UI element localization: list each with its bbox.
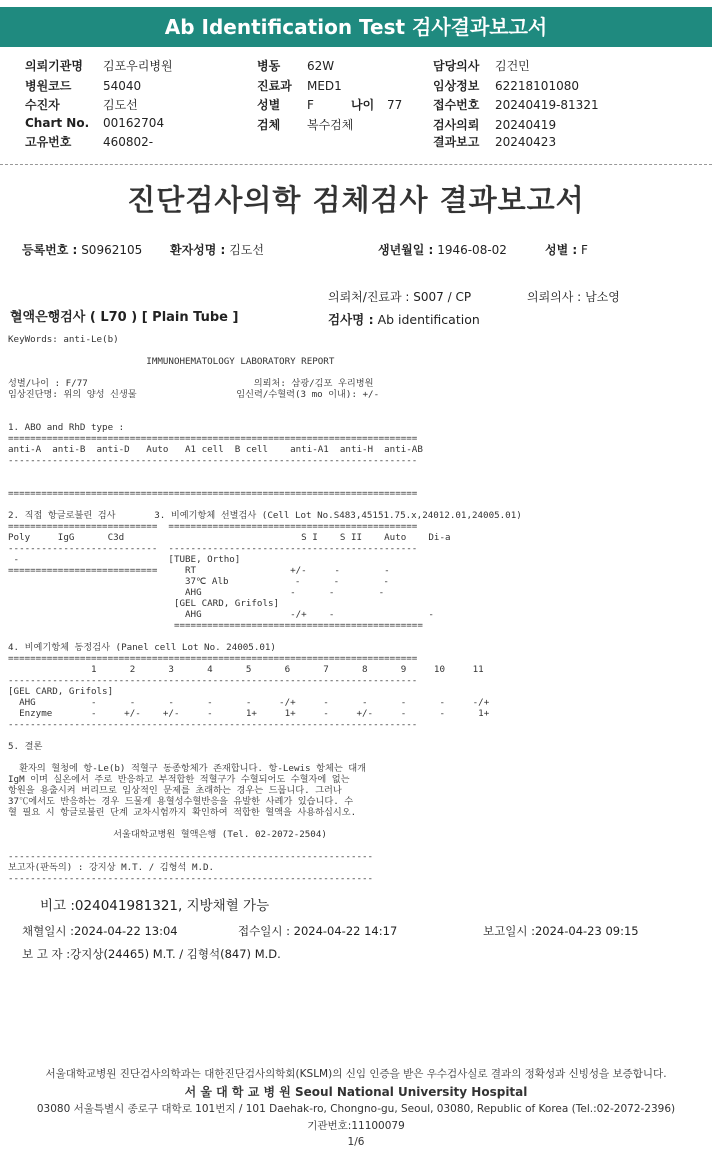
report-line bbox=[8, 345, 522, 356]
collect-time: 채혈일시 :2024-04-22 13:04 bbox=[22, 924, 178, 938]
institution-number: 기관번호:11100079 bbox=[307, 1120, 405, 1132]
patient-name: 환자성명 : 김도선 bbox=[170, 243, 264, 257]
header-ward: 병동 62W bbox=[257, 59, 335, 73]
report-line: ========================================================================== bbox=[8, 653, 418, 664]
report-line: 4. 비예기항체 동정검사 (Panel cell Lot No. 24005.01) bbox=[8, 642, 276, 653]
report-line: 임상진단명: 위의 양성 신생물 임신력/수혈력(3 mo 이내): +/- bbox=[8, 389, 380, 400]
header-chart: Chart No. 00162704 bbox=[25, 116, 165, 130]
report-line: Enzyme - +/- +/- - 1+ 1+ - +/- - - 1+ bbox=[8, 708, 490, 719]
report-line: Poly IgG C3d S I S II Auto Di-a bbox=[8, 532, 451, 543]
report-line: 37℃ Alb - - - bbox=[8, 576, 389, 587]
report-line: IMMUNOHEMATOLOGY LABORATORY REPORT bbox=[8, 356, 335, 367]
report-line: 환자의 혈청에 항-Le(b) 적혈구 동종항체가 존재합니다. 항-Lewis 항체는 대개 bbox=[8, 763, 366, 774]
report-line: ========================================================================== bbox=[8, 488, 418, 499]
report-line: 1. ABO and RhD type : bbox=[8, 422, 125, 433]
birth-date: 생년월일 : 1946-08-02 bbox=[378, 243, 507, 257]
report-line: 1 2 3 4 5 6 7 8 9 10 11 bbox=[8, 664, 484, 675]
hospital-address: 03080 서울특별시 종로구 대학로 101번지 / 101 Daehak-ro, Chongno-gu, Seoul, 03080, Republic of Korea (Tel.:02-2072-2396) bbox=[36, 1103, 676, 1115]
report-line bbox=[8, 499, 522, 510]
header-receiver: 수진자 김도선 bbox=[25, 98, 138, 112]
report-time: 보고일시 :2024-04-23 09:15 bbox=[483, 924, 639, 938]
report-line: AHG -/+ - - bbox=[8, 609, 434, 620]
report-line: -------------------------------------------------------------------------- bbox=[8, 675, 418, 686]
report-line bbox=[8, 477, 522, 488]
header-report-date: 결과보고 20240423 bbox=[433, 135, 557, 149]
report-line: AHG - - - bbox=[8, 587, 385, 598]
report-line bbox=[8, 752, 522, 763]
lab-report-body bbox=[8, 334, 522, 884]
patient-sex: 성별 : F bbox=[545, 243, 588, 257]
header-clinical: 임상정보 62218101080 bbox=[433, 79, 579, 93]
referring-doctor: 의뢰의사 : 남소영 bbox=[527, 290, 620, 304]
report-line: 항원을 용출시켜 버리므로 임상적인 문제를 초래하는 경우는 드뭅니다. 그러나 bbox=[8, 785, 342, 796]
report-line bbox=[8, 400, 522, 411]
report-line bbox=[8, 840, 522, 851]
header-sex: 성별 F 나이 77 bbox=[257, 98, 403, 112]
report-line: AHG - - - - - -/+ - - - - -/+ bbox=[8, 697, 490, 708]
header-dept: 진료과 MED1 bbox=[257, 79, 342, 93]
page-number: 1/6 bbox=[347, 1136, 365, 1148]
report-line: -------------------------------------------------------------------------- bbox=[8, 455, 418, 466]
report-line: [GEL CARD, Grifols] bbox=[8, 686, 114, 697]
report-line: ------------------------------------------------------------------ bbox=[8, 851, 374, 862]
hospital-name: 서 울 대 학 교 병 원 Seoul National University Hospital bbox=[184, 1085, 528, 1099]
report-line: -------------------------------------------------------------------------- bbox=[8, 719, 418, 730]
report-line: =========================== ============================================= bbox=[8, 521, 418, 532]
header-hospital: 의뢰기관명 김포우리병원 bbox=[25, 59, 173, 73]
reg-number: 등록번호 : S0962105 bbox=[22, 243, 143, 257]
report-line bbox=[8, 466, 522, 477]
report-line: anti-A anti-B anti-D Auto A1 cell B cell anti-A1 anti-H anti-AB bbox=[8, 444, 423, 455]
report-line: --------------------------- --------------------------------------------- bbox=[8, 543, 418, 554]
report-line: 성별/나이 : F/77 의뢰처: 삼광/김포 우리병원 bbox=[8, 378, 374, 389]
report-line: 2. 직접 항글로불린 검사 3. 비예기항체 선별검사 (Cell Lot No.S483,45151.75.x,24012.01,24005.01) bbox=[8, 510, 522, 521]
report-line bbox=[8, 730, 522, 741]
report-line: 혈 필요 시 항글로불린 단계 교차시험까지 확인하여 적합한 혈액을 사용하십시오. bbox=[8, 807, 357, 818]
report-line bbox=[8, 818, 522, 829]
report-line bbox=[8, 367, 522, 378]
report-line: ========================================================================== bbox=[8, 433, 418, 444]
remark: 비고 :024041981321, 지방채혈 가능 bbox=[40, 898, 270, 914]
report-line: 37℃에서도 반응하는 경우 드물게 용혈성수혈반응을 유발한 사례가 있습니다. 수 bbox=[8, 796, 354, 807]
header-accession: 접수번호 20240419-81321 bbox=[433, 98, 599, 112]
report-line bbox=[8, 631, 522, 642]
report-line: =========================== RT +/- - - bbox=[8, 565, 390, 576]
report-line: 서울대학교병원 혈액은행 (Tel. 02-2072-2504) bbox=[8, 829, 327, 840]
header-code: 병원코드 54040 bbox=[25, 79, 142, 93]
report-line: 보고자(판독의) : 강지상 M.T. / 김형석 M.D. bbox=[8, 862, 215, 873]
reporter: 보 고 자 :강지상(24465) M.T. / 김형석(847) M.D. bbox=[22, 947, 281, 961]
receive-time: 접수일시 : 2024-04-22 14:17 bbox=[238, 924, 398, 938]
report-line: ------------------------------------------------------------------ bbox=[8, 873, 374, 884]
header-request: 검사의뢰 20240419 bbox=[433, 118, 557, 132]
report-line: 5. 결론 bbox=[8, 741, 43, 752]
certification-note: 서울대학교병원 진단검사의학과는 대한진단검사의학회(KSLM)의 신임 인증을 받은 우수검사실로 결과의 정확성과 신빙성을 보증합니다. bbox=[45, 1068, 667, 1080]
report-line: KeyWords: anti-Le(b) bbox=[8, 334, 119, 345]
report-line: [GEL CARD, Grifols] bbox=[8, 598, 280, 609]
report-banner-title: Ab Identification Test 검사결과보고서 bbox=[0, 7, 712, 47]
report-line: - [TUBE, Ortho] bbox=[8, 554, 241, 565]
document-title: 진단검사의학 검체검사 결과보고서 bbox=[127, 183, 585, 217]
report-line: ============================================= bbox=[8, 620, 423, 631]
section-divider bbox=[0, 164, 712, 165]
test-group: 혈액은행검사 ( L70 ) [ Plain Tube ] bbox=[10, 310, 239, 325]
referrer: 의뢰처/진료과 : S007 / CP bbox=[328, 290, 472, 304]
report-line bbox=[8, 411, 522, 422]
header-doctor: 담당의사 김건민 bbox=[433, 59, 530, 73]
header-id: 고유번호 460802- bbox=[25, 135, 154, 149]
header-specimen: 검체 복수검체 bbox=[257, 118, 354, 132]
test-name: 검사명 : Ab identification bbox=[328, 312, 480, 327]
report-line: IgM 이며 실온에서 주로 반응하고 부적합한 적혈구가 수혈되어도 수혈자에 없는 bbox=[8, 774, 350, 785]
